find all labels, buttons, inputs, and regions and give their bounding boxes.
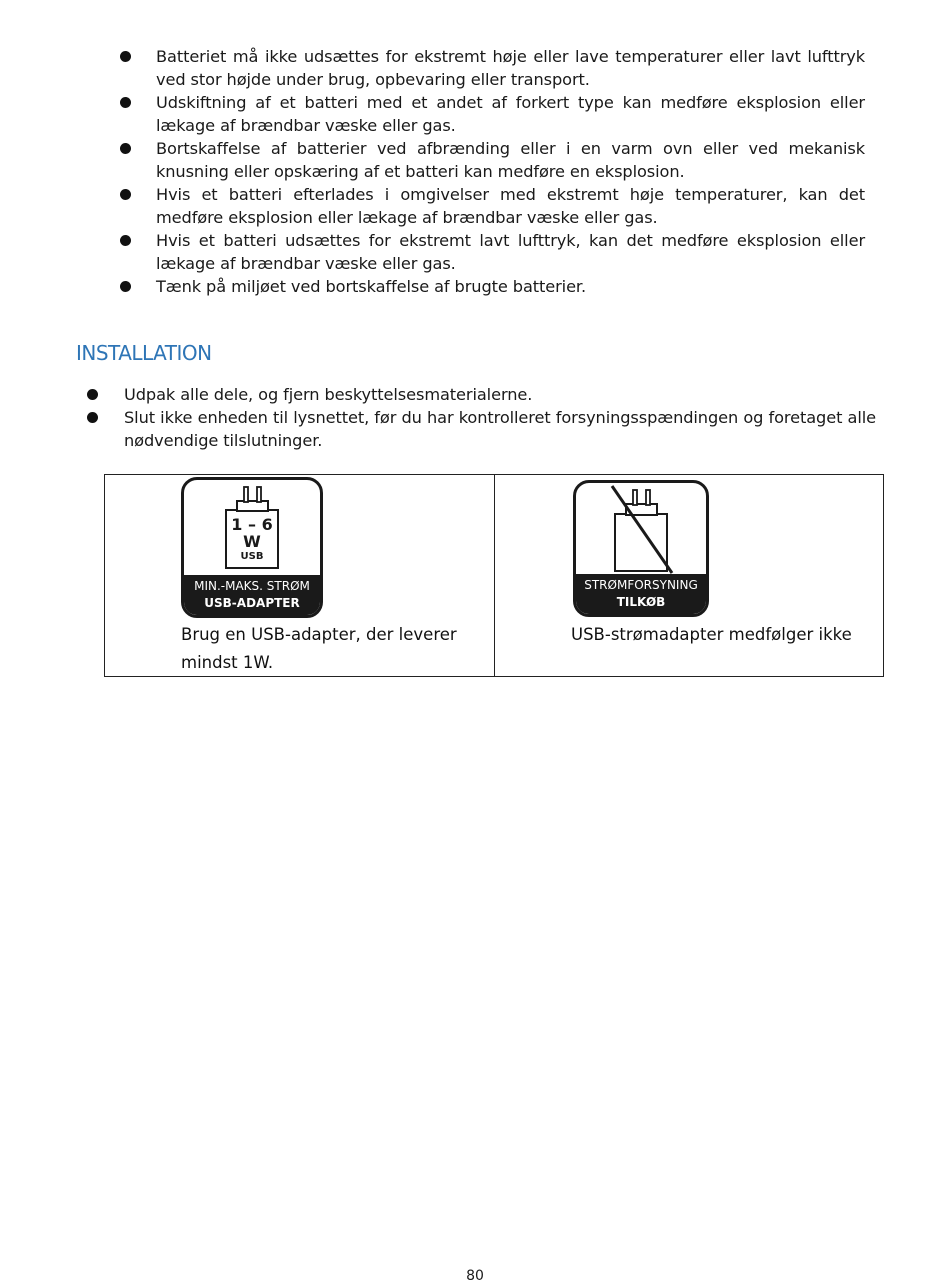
usb-label: USB bbox=[240, 551, 264, 562]
list-item: Udskiftning af et batteri med et andet af forkert type kan medføre eksplosion eller lækage af brændbar væske eller gas. bbox=[156, 91, 865, 137]
list-item: Batteriet må ikke udsættes for ekstremt høje eller lave temperaturer eller lavt lufttryk ved stor højde under brug, opbevaring eller transport. bbox=[156, 45, 865, 91]
page-number: 80 bbox=[466, 1268, 484, 1284]
bullet-icon bbox=[87, 412, 98, 423]
crossed-charger-icon bbox=[576, 483, 706, 578]
power-value: 1 – 6 bbox=[231, 515, 273, 534]
installation-list bbox=[124, 383, 876, 452]
bullet-icon bbox=[120, 281, 131, 292]
list-item: Hvis et batteri udsættes for ekstremt lavt lufttryk, kan det medføre eksplosion eller lækage af brændbar væske eller gas. bbox=[156, 229, 865, 275]
table-divider bbox=[494, 475, 495, 676]
battery-safety-list bbox=[156, 45, 865, 298]
usb-adapter-power-icon bbox=[181, 477, 323, 618]
bullet-icon bbox=[87, 389, 98, 400]
badge-band: STRØMFORSYNING TILKØB bbox=[576, 574, 706, 614]
left-cell-text: Brug en USB-adapter, der leverer mindst 1W. bbox=[181, 625, 457, 672]
no-power-adapter-icon bbox=[573, 480, 709, 617]
list-item: Hvis et batteri efterlades i omgivelser med ekstremt høje temperaturer, kan det medføre eksplosion eller lækage af brændbar væske eller gas. bbox=[156, 183, 865, 229]
bullet-icon bbox=[120, 97, 131, 108]
bullet-icon bbox=[120, 235, 131, 246]
list-item: Slut ikke enheden til lysnettet, før du har kontrolleret forsyningsspændingen og foretaget alle nødvendige tilslutninger. bbox=[124, 406, 876, 452]
adapter-info-table bbox=[104, 474, 884, 677]
list-item: Bortskaffelse af batterier ved afbrænding eller i en varm ovn eller ved mekanisk knusning eller opskæring af et batteri kan medføre en eksplosion. bbox=[156, 137, 865, 183]
bullet-icon bbox=[120, 189, 131, 200]
installation-heading: INSTALLATION bbox=[76, 341, 212, 365]
list-item: Udpak alle dele, og fjern beskyttelsesmaterialerne. bbox=[124, 383, 876, 406]
right-cell-text: USB-strømadapter medfølger ikke bbox=[571, 625, 852, 644]
list-item: Tænk på miljøet ved bortskaffelse af brugte batterier. bbox=[156, 275, 865, 298]
bullet-icon bbox=[120, 51, 131, 62]
bullet-icon bbox=[120, 143, 131, 154]
badge-band: MIN.-MAKS. STRØM USB-ADAPTER bbox=[184, 575, 320, 615]
power-unit: W bbox=[243, 532, 261, 551]
